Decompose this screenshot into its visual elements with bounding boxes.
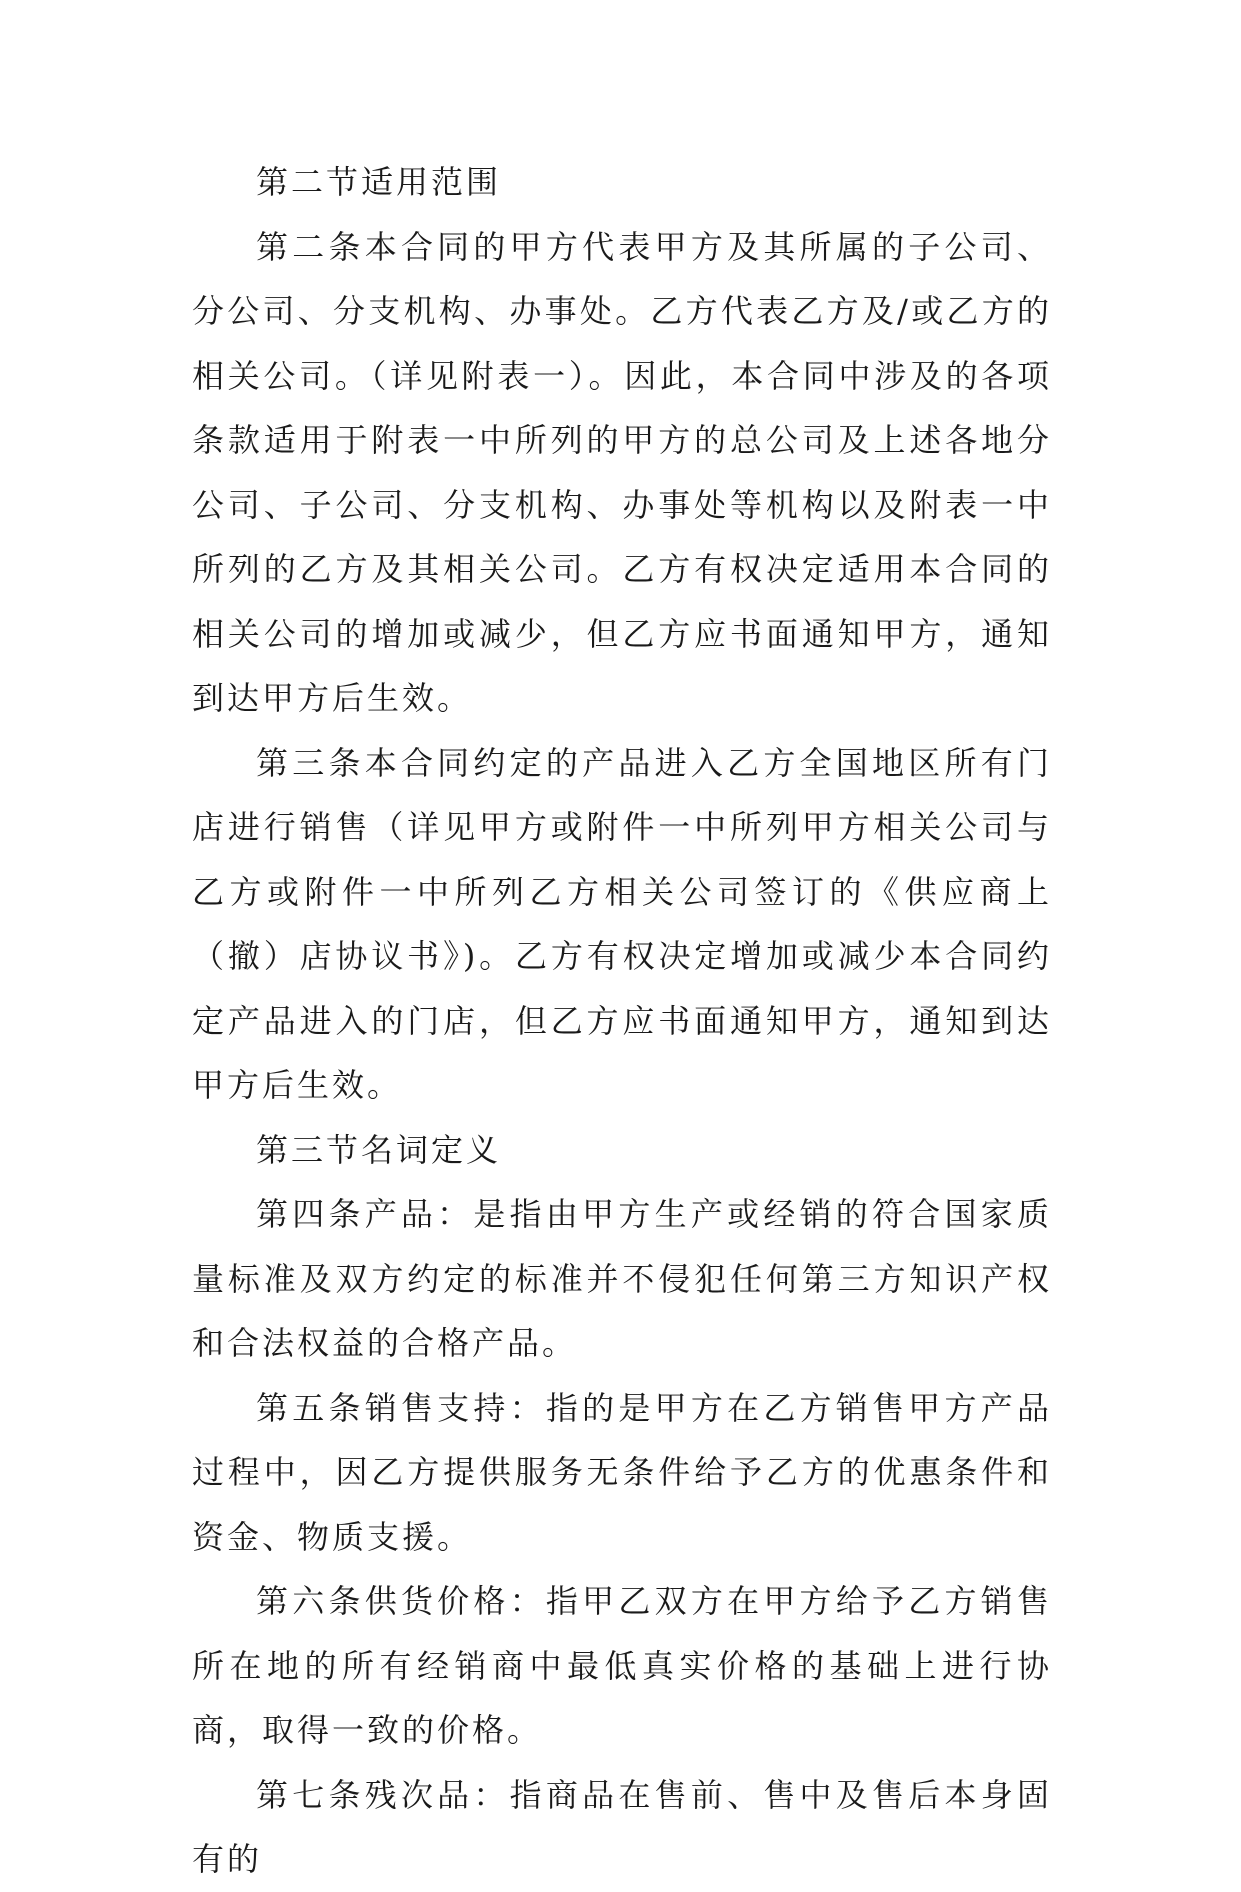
article-4-paragraph: 第四条产品：是指由甲方生产或经销的符合国家质量标准及双方约定的标准并不侵犯任何第三方知识产权和合法权益的合格产品。 [192, 1195, 1052, 1362]
article-5-paragraph: 第五条销售支持：指的是甲方在乙方销售甲方产品过程中，因乙方提供服务无条件给予乙方的优惠条件和资金、物质支援。 [192, 1388, 1052, 1556]
article-3-paragraph: 第三条本合同约定的产品进入乙方全国地区所有门店进行销售（详见甲方或附件一中所列甲方相关公司与乙方或附件一中所列乙方相关公司签订的《供应商上（撤）店协议书》)。乙方有权决定增加或减少本合同约定产品进入的门店，但乙方应书面通知甲方，通知到达甲方后生效。 [192, 743, 1052, 1104]
article-7-paragraph: 第七条残次品：指商品在售前、售中及售后本身固有的 [192, 1775, 1052, 1878]
section-2-heading: 第二节适用范围 [256, 163, 502, 201]
document-page [192, 150, 1052, 1892]
article-6-paragraph: 第六条供货价格：指甲乙双方在甲方给予乙方销售所在地的所有经销商中最低真实价格的基础上进行协商，取得一致的价格。 [192, 1582, 1052, 1749]
article-2-paragraph: 第二条本合同的甲方代表甲方及其所属的子公司、分公司、分支机构、办事处。乙方代表乙方及/或乙方的相关公司。（详见附表一）。因此，本合同中涉及的各项条款适用于附表一中所列的甲方的总公司及上述各地分公司、子公司、分支机构、办事处等机构以及附表一中所列的乙方及其相关公司。乙方有权决定适用本合同的相关公司的增加或减少，但乙方应书面通知甲方，通知到达甲方后生效。 [192, 227, 1052, 717]
section-3-heading: 第三节名词定义 [256, 1130, 502, 1169]
